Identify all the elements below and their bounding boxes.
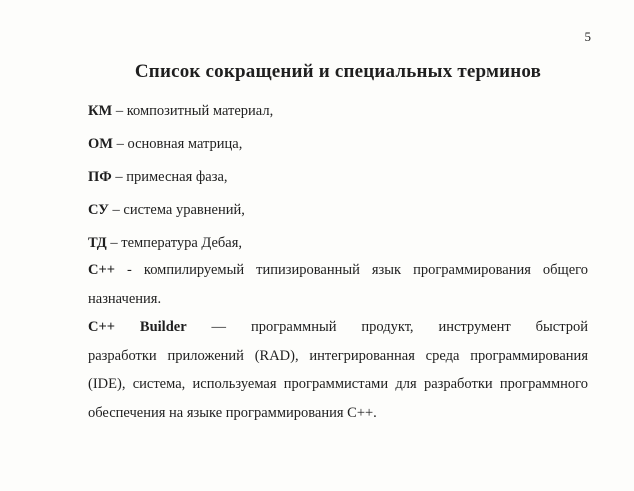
term-definition: – композитный материал, [112,103,274,119]
term-abbr: ОМ [88,136,113,152]
term-abbr: С++ [88,262,115,278]
term-item-km [88,103,588,120]
term-abbr: СУ [88,202,109,218]
term-definition: – примесная фаза, [111,169,228,185]
term-item-om [88,136,588,153]
term-abbr: С++ Builder [88,319,187,335]
paragraph-line [88,256,588,285]
term-abbr: ПФ [88,169,112,185]
paragraph-text: - компилируемый типизированный язык программирования общего [115,262,588,278]
abbreviations-list [88,103,588,252]
paragraph-line [88,342,588,371]
page-title: Список сокращений и специальных терминов [134,61,542,82]
paragraph-line [88,399,588,428]
term-definition: – система уравнений, [108,202,245,218]
paragraph-line [88,285,588,314]
paragraph-cpp [88,256,588,313]
paragraph-text: обеспечения на языке программирования С++. [88,404,377,421]
page-number: 5 [584,29,591,44]
term-definition: – основная матрица, [112,136,243,152]
paragraph-text: (IDE), система, используемая программистами для разработки программного [88,376,588,392]
paragraph-line [88,313,588,342]
paragraph-text: — программный продукт, инструмент быстрой [186,319,588,335]
document-content [88,103,588,427]
paragraph-cpp-builder [88,313,588,427]
paragraph-line [88,370,588,399]
term-abbr: ТД [88,235,107,251]
term-item-su [88,202,588,219]
term-abbr: КМ [88,103,113,119]
term-item-pf [88,169,588,186]
term-item-td [88,235,588,252]
paragraph-text: разработки приложений (RAD), интегрированная среда программирования [88,347,588,364]
term-definition: – температура Дебая, [106,235,243,251]
paragraph-text: назначения. [88,290,162,307]
